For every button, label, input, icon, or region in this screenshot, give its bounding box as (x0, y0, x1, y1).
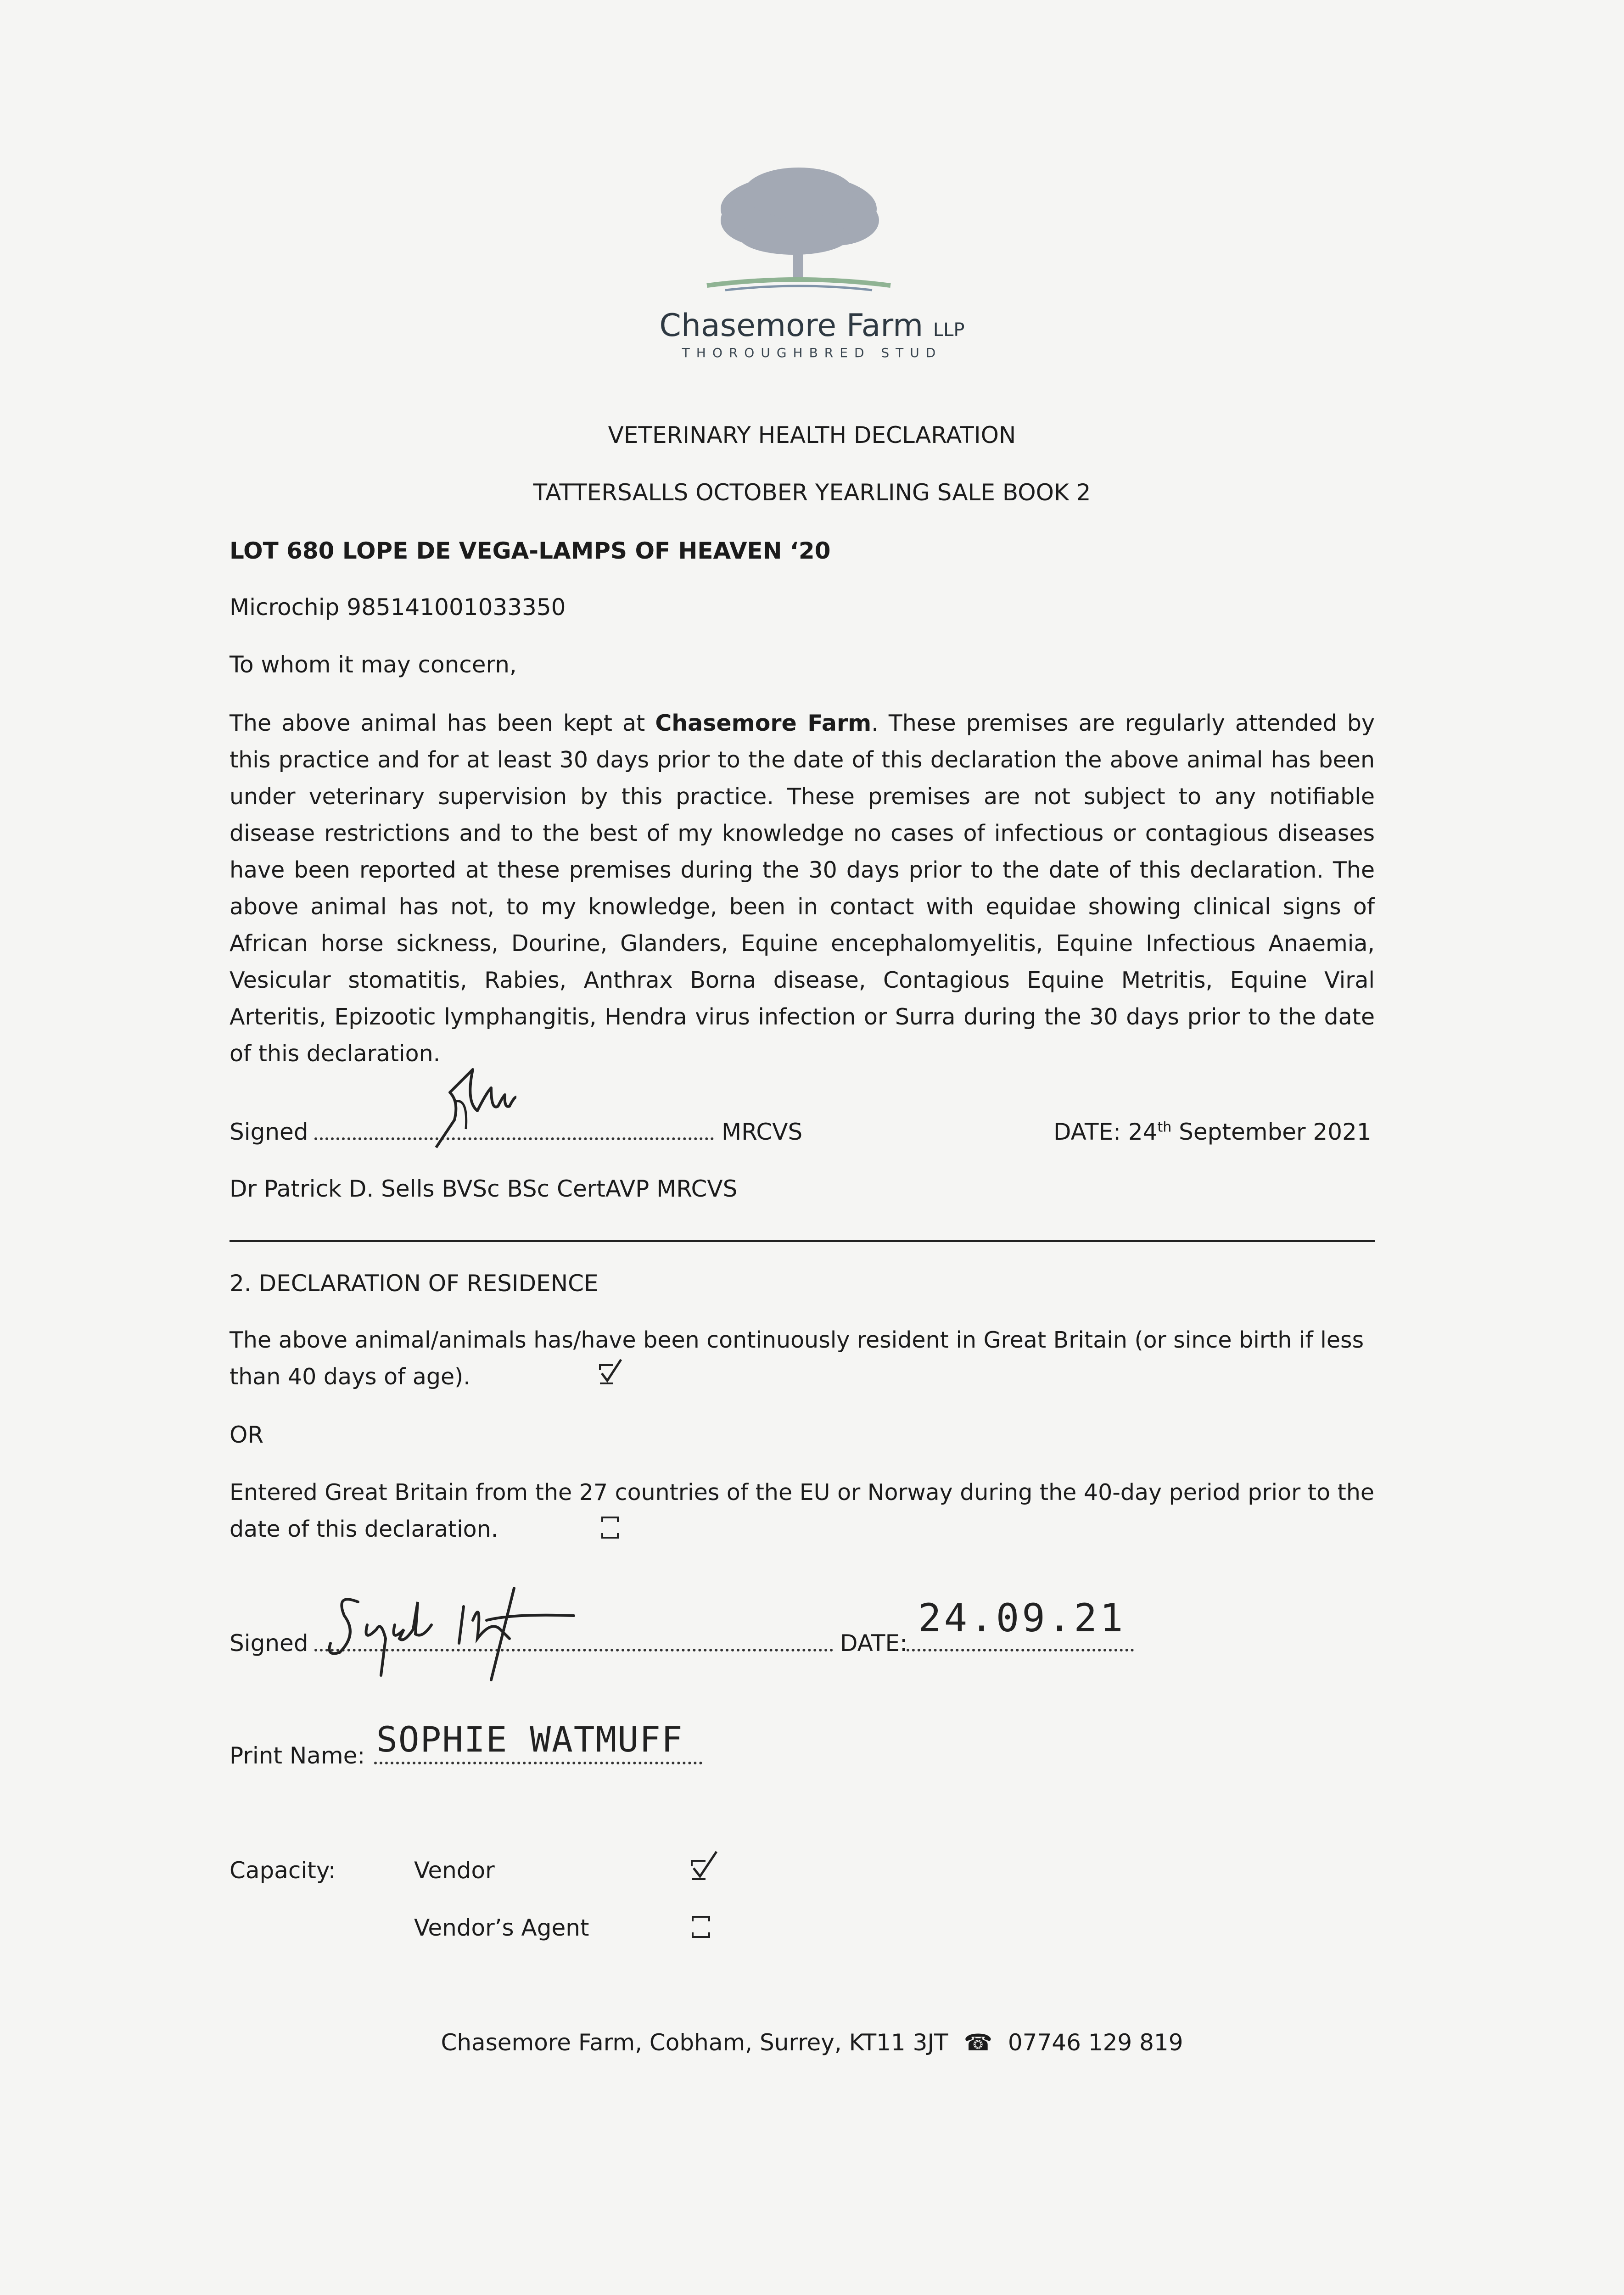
footer-address: Chasemore Farm, Cobham, Surrey, KT11 3JT (441, 2029, 948, 2056)
company-suffix: LLP (933, 319, 965, 341)
declaration-paragraph (230, 705, 1375, 1072)
declaration-intro: The above animal has been kept at (230, 710, 655, 736)
vendor-signature (317, 1570, 592, 1689)
footer-phone: 07746 129 819 (1008, 2029, 1183, 2056)
capacity-vendor-label: Vendor (414, 1857, 495, 1884)
print-name-value: SOPHIE WATMUFF (376, 1719, 683, 1760)
footer (0, 2029, 1624, 2056)
document-subtitle: TATTERSALLS OCTOBER YEARLING SALE BOOK 2 (533, 479, 1091, 506)
vet-signed-suffix: MRCVS (722, 1119, 803, 1145)
document-title: VETERINARY HEALTH DECLARATION (608, 422, 1016, 448)
capacity-agent-label: Vendor’s Agent (414, 1914, 589, 1941)
vet-signed-label: Signed (230, 1119, 308, 1145)
microchip-number: Microchip 985141001033350 (230, 594, 566, 621)
section-divider (230, 1240, 1375, 1242)
residence-heading: 2. DECLARATION OF RESIDENCE (230, 1270, 599, 1297)
or-label: OR (230, 1422, 264, 1448)
vendor-date-value: 24.09.21 (918, 1595, 1126, 1640)
vet-name: Dr Patrick D. Sells BVSc BSc CertAVP MRCVS (230, 1175, 738, 1202)
vet-date (1053, 1118, 1372, 1146)
residence-option-2: Entered Great Britain from the 27 countries of the EU or Norway during the 40-day period prior to the date of this declaration. (230, 1479, 1375, 1542)
vet-signature (422, 1051, 532, 1161)
company-tagline: THOROUGHBRED STUD (682, 345, 942, 360)
vendor-signed-label: Signed (230, 1630, 308, 1657)
capacity-label: Capacity: (230, 1857, 336, 1884)
salutation: To whom it may concern, (230, 651, 517, 678)
residence-option-1: The above animal/animals has/have been continuously resident in Great Britain (or since birth if less than 40 days of age). (230, 1327, 1364, 1390)
capacity-agent-checkbox[interactable] (691, 1914, 709, 1937)
residence-option-1-checkbox[interactable] (599, 1368, 617, 1391)
vet-date-sup: th (1157, 1119, 1172, 1136)
company-name-text: Chasemore Farm (659, 308, 924, 344)
lot-heading: LOT 680 LOPE DE VEGA-LAMPS OF HEAVEN ‘20 (230, 537, 831, 564)
declaration-body: . These premises are regularly attended by this practice and for at least 30 days prior to the date of this declaration the above animal has been under veterinary supervision by this practice. These premises are not subject to any notifiable disease restrictions and to the best of my knowledge no cases of infectious or contagious diseases have been reported at these premises during the 30 days prior to the date of this declaration. The above animal has not, to my knowledge, been in contact with equidae showing clinical signs of African horse sickness, Dourine, Glanders, Equine encephalomyelitis, Equine Infectious Anaemia, Vesicular stomatitis, Rabies, Anthrax Borna disease, Contagious Equine Metritis, Equine Viral Arteritis, Epizootic lymphangitis, Hendra virus infection or Surra during the 30 days prior to the date of this declaration. (230, 710, 1375, 1067)
oak-tree-icon (698, 165, 900, 303)
print-name-label: Print Name: (230, 1742, 365, 1769)
vet-date-rest: September 2021 (1171, 1119, 1372, 1145)
capacity-vendor-checkbox[interactable] (691, 1864, 709, 1886)
vendor-date-label: DATE: (840, 1630, 907, 1657)
vendor-date-line (907, 1649, 1134, 1651)
print-name-line (374, 1762, 702, 1764)
residence-option-2-checkbox[interactable] (600, 1515, 619, 1538)
phone-icon: ☎ (963, 2029, 992, 2056)
company-name (0, 308, 1624, 348)
vet-date-label: DATE: 24 (1053, 1119, 1158, 1145)
declaration-farm: Chasemore Farm (655, 710, 872, 736)
